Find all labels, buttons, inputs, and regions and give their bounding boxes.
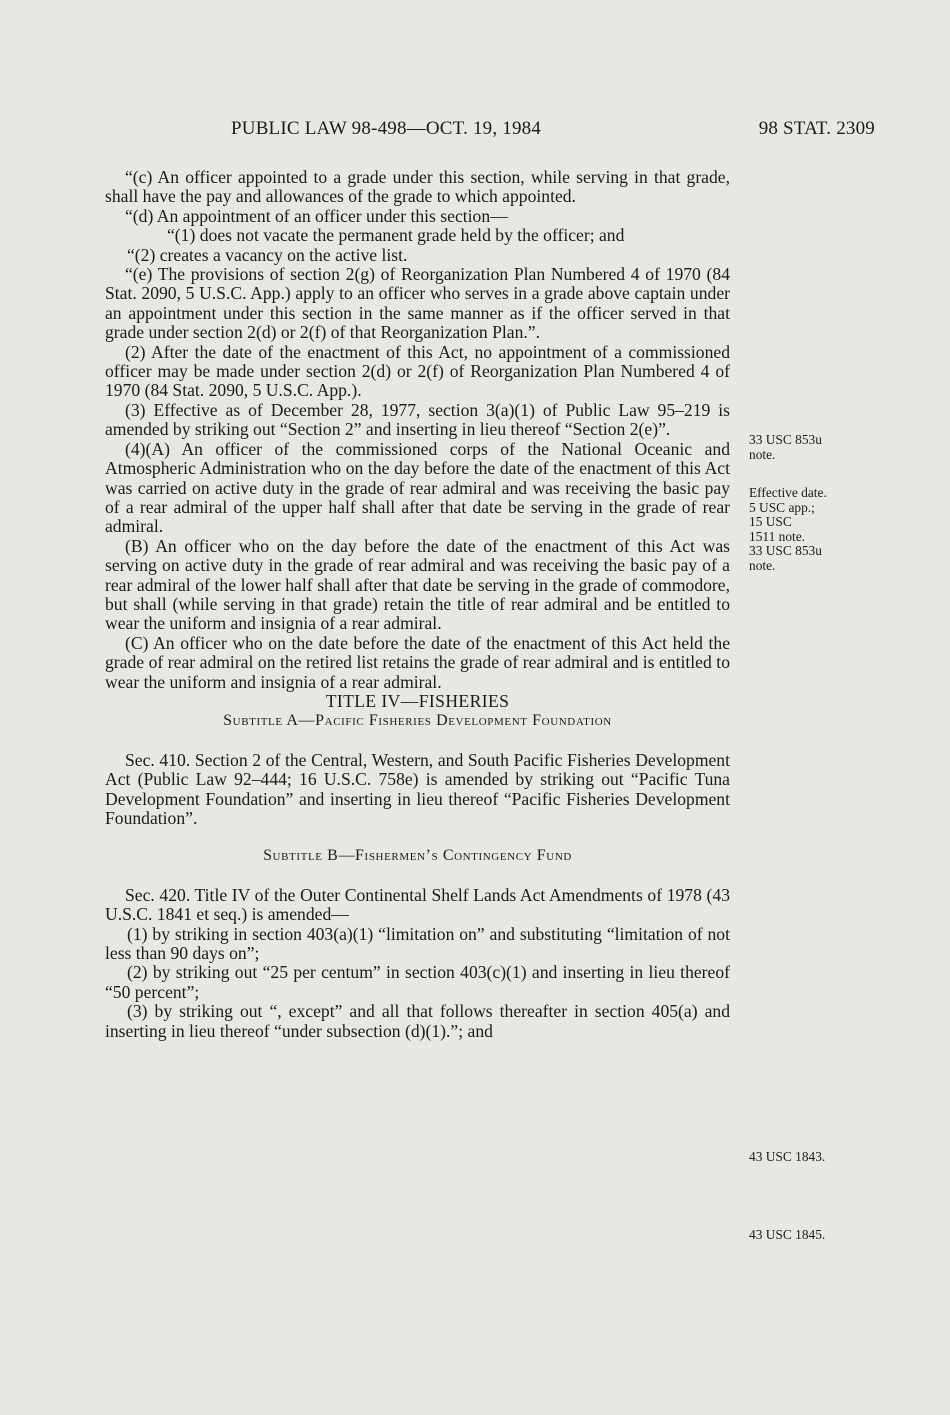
paragraph-4a: (4)(A) An officer of the commissioned corps of the National Oceanic and Atmospheric Administration who on the day before the date of the enactment of this Act was carried on active duty in the grade of rear admiral and was receiving the basic pay of a rear admiral of the upper half shall after that date be serving in the grade of rear admiral.: [105, 438, 730, 537]
margin-note-line: note.: [749, 557, 776, 573]
paragraph-4c: (C) An officer who on the date before the date of the enactment of this Act held the grade of rear admiral on the retired list retains the grade of rear admiral and is entitled to wear the uniform and insignia of a rear admiral.: [105, 632, 730, 692]
margin-note-line: 33 USC 853u: [749, 543, 822, 558]
paragraph-4b: (B) An officer who on the day before the date of the enactment of this Act was serving on active duty in the grade of rear admiral and was receiving the basic pay of a rear admiral of the lower half shall after that date be serving in the grade of commodore, but shall (while serving in that grade) retain the title of rear admiral and be entitled to wear the uniform and insignia of a rear admiral.: [105, 535, 730, 634]
margin-note-line: 1511 note.: [749, 528, 806, 544]
header-page-ref: 98 STAT. 2309: [758, 118, 875, 139]
paragraph-3: (3) Effective as of December 28, 1977, section 3(a)(1) of Public Law 95–219 is amended by striking out “Section 2” and inserting in lieu thereof “Section 2(e)”.: [105, 399, 730, 440]
paragraph-2: (2) After the date of the enactment of this Act, no appointment of a commissioned officer may be made under section 2(d) or 2(f) of Reorganization Plan Numbered 4 of 1970 (84 Stat. 2090, 5 U.S.C. App.).: [105, 341, 730, 401]
margin-note-line: 15 USC: [749, 514, 792, 529]
margin-note-line: Effective date.: [749, 485, 827, 500]
title-iv-heading: TITLE IV—FISHERIES: [325, 690, 510, 711]
page-header: [105, 118, 875, 146]
margin-note-line: 5 USC app.;: [749, 499, 815, 515]
section-410: Sec. 410. Section 2 of the Central, Western, and South Pacific Fisheries Development Act (Public Law 92–444; 16 U.S.C. 758e) is amended by striking out “Pacific Tuna Development Foundation” and inserting in lieu thereof “Pacific Fisheries Development Foundation”.: [105, 749, 730, 828]
item-3: (3) by striking out “, except” and all that follows thereafter in section 405(a) and inserting in lieu thereof “under subsection (d)(1).”; and: [105, 1001, 730, 1041]
document-body: [105, 168, 730, 1041]
paragraph-d: “(d) An appointment of an officer under this section—: [125, 205, 508, 226]
subtitle-a-heading: Subtitle A—Pacific Fisheries Development Foundation: [223, 712, 612, 730]
margin-note-33usc-853u: [749, 433, 824, 462]
margin-note-43usc-1843: 43 USC 1843.: [749, 1149, 826, 1164]
item-1: (1) by striking in section 403(a)(1) “limitation on” and substituting “limitation of not less than 90 days on”;: [105, 923, 730, 964]
section-420: Sec. 420. Title IV of the Outer Continental Shelf Lands Act Amendments of 1978 (43 U.S.C. 1841 et seq.) is amended—: [105, 884, 730, 925]
margin-note-effective-date: [749, 486, 827, 573]
paragraph-e: “(e) The provisions of section 2(g) of Reorganization Plan Numbered 4 of 1970 (84 Stat. 2090, 5 U.S.C. App.) apply to an officer who serves in a grade above captain under an appointment under this section in the same manner as if the officer served in that grade under section 2(d) or 2(f) of that Reorganization Plan.”.: [105, 264, 730, 343]
paragraph-d1: “(1) does not vacate the permanent grade held by the officer; and: [167, 225, 625, 246]
header-title: PUBLIC LAW 98-498—OCT. 19, 1984: [231, 118, 542, 139]
paragraph-c: “(c) An officer appointed to a grade under this section, while serving in that grade, shall have the pay and allowances of the grade to which appointed.: [105, 167, 730, 207]
margin-note-text: 33 USC 853u note.: [749, 432, 822, 462]
item-2: (2) by striking out “25 per centum” in section 403(c)(1) and inserting in lieu thereof “50 percent”;: [105, 962, 730, 1002]
margin-note-43usc-1845: 43 USC 1845.: [749, 1227, 826, 1242]
subtitle-b-heading: Subtitle B—Fishermen’s Contingency Fund: [263, 847, 572, 865]
paragraph-d2: “(2) creates a vacancy on the active list.: [127, 244, 408, 265]
